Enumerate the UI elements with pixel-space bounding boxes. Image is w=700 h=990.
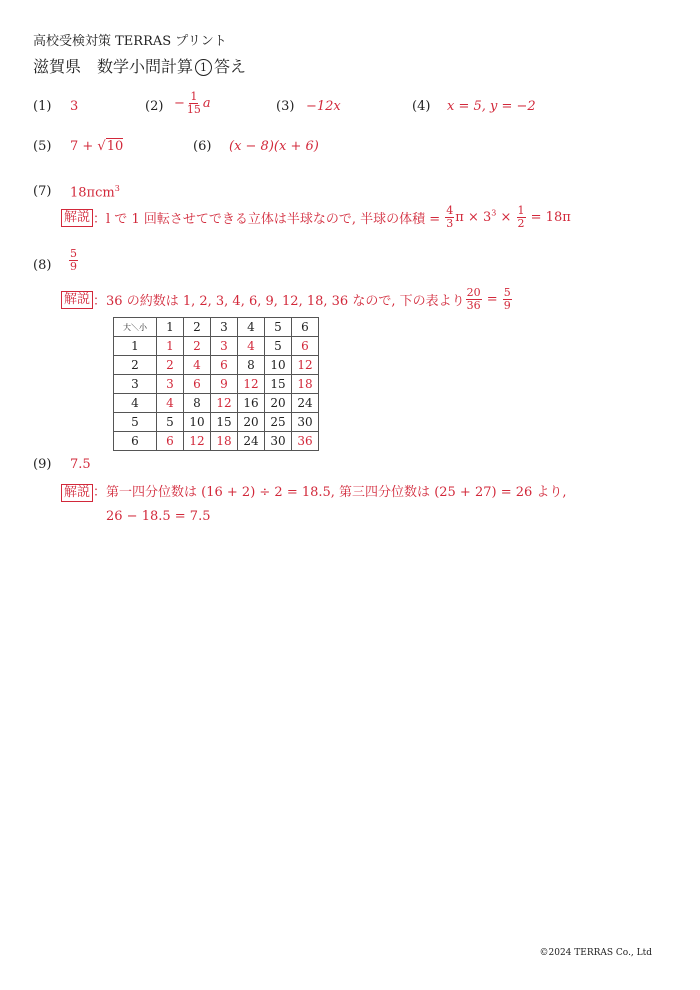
table-cell: 8 xyxy=(184,394,211,413)
page-title xyxy=(33,54,246,77)
table-cell: 4 xyxy=(238,337,265,356)
print-subtitle: 高校受検対策 TERRAS プリント xyxy=(33,34,227,49)
table-cell: 16 xyxy=(238,394,265,413)
table-cell: 10 xyxy=(265,356,292,375)
table-cell: 3 xyxy=(157,375,184,394)
q8-label: (8) xyxy=(33,258,52,273)
q5-label: (5) xyxy=(33,139,52,154)
table-cell: 4 xyxy=(184,356,211,375)
q9-answer: 7.5 xyxy=(70,457,91,472)
table-row xyxy=(114,337,319,356)
table-cell: 30 xyxy=(265,432,292,451)
q7-answer: 18πcm$^3$ xyxy=(70,184,120,201)
table-cell: 30 xyxy=(292,413,319,432)
col-header: 4 xyxy=(238,318,265,337)
q2-fraction: $\frac{1}{15}$ xyxy=(186,90,201,116)
table-cell: 12 xyxy=(211,394,238,413)
q9-explanation-line2: 26 − 18.5 = 7.5 xyxy=(106,509,211,524)
table-cell: 9 xyxy=(211,375,238,394)
table-cell: 15 xyxy=(211,413,238,432)
table-cell: 36 xyxy=(292,432,319,451)
q8-explanation: 解説 ：36 の約数は 1, 2, 3, 4, 6, 9, 12, 18, 36 なので, 下の表より $\frac{20}{36}$ = $\frac{5}{9}$ xyxy=(61,287,513,312)
q2-label: (2) xyxy=(145,99,164,114)
q3-label: (3) xyxy=(276,99,295,114)
table-cell: 24 xyxy=(238,432,265,451)
table-cell: 4 xyxy=(157,394,184,413)
table-cell: 6 xyxy=(211,356,238,375)
table-cell: 12 xyxy=(184,432,211,451)
title-suffix: 答え xyxy=(214,57,247,76)
table-cell: 5 xyxy=(265,337,292,356)
row-header: 5 xyxy=(114,413,157,432)
table-cell: 6 xyxy=(184,375,211,394)
table-cell: 12 xyxy=(292,356,319,375)
col-header: 2 xyxy=(184,318,211,337)
explanation-tag: 解説 xyxy=(61,291,93,309)
table-cell: 15 xyxy=(265,375,292,394)
dice-product-table xyxy=(113,317,319,451)
q1-answer: 3 xyxy=(70,99,79,114)
col-header: 3 xyxy=(211,318,238,337)
table-cell: 3 xyxy=(211,337,238,356)
table-corner: 大＼小 xyxy=(114,318,157,337)
table-row xyxy=(114,375,319,394)
table-cell: 25 xyxy=(265,413,292,432)
table-cell: 12 xyxy=(238,375,265,394)
q8-answer: $\frac{5}{9}$ xyxy=(70,247,77,273)
row-header: 2 xyxy=(114,356,157,375)
q9-explanation: 解説 ：第一四分位数は (16 + 2) ÷ 2 = 18.5, 第三四分位数は (25 + 27) = 26 より, xyxy=(61,481,567,502)
title-prefix: 滋賀県 数学小問計算 xyxy=(33,57,194,76)
explanation-tag: 解説 xyxy=(61,209,93,227)
explanation-tag: 解説 xyxy=(61,484,93,502)
table-cell: 20 xyxy=(238,413,265,432)
col-header: 6 xyxy=(292,318,319,337)
table-row xyxy=(114,394,319,413)
table-row xyxy=(114,356,319,375)
col-header: 1 xyxy=(157,318,184,337)
table-cell: 6 xyxy=(292,337,319,356)
q9-label: (9) xyxy=(33,457,52,472)
table-cell: 20 xyxy=(265,394,292,413)
title-number-circle: 1 xyxy=(195,59,212,76)
row-header: 4 xyxy=(114,394,157,413)
table-cell: 2 xyxy=(184,337,211,356)
table-cell: 18 xyxy=(211,432,238,451)
q5-answer: 7 + √10 xyxy=(70,139,124,154)
table-cell: 8 xyxy=(238,356,265,375)
table-header-row xyxy=(114,318,319,337)
table-cell: 18 xyxy=(292,375,319,394)
row-header: 6 xyxy=(114,432,157,451)
q4-answer: x = 5, y = −2 xyxy=(447,99,536,114)
q4-label: (4) xyxy=(412,99,431,114)
row-header: 1 xyxy=(114,337,157,356)
q1-label: (1) xyxy=(33,99,52,114)
copyright: ©2024 TERRAS Co., Ltd xyxy=(539,948,652,958)
col-header: 5 xyxy=(265,318,292,337)
table-cell: 24 xyxy=(292,394,319,413)
table-cell: 2 xyxy=(157,356,184,375)
table-row xyxy=(114,432,319,451)
table-cell: 1 xyxy=(157,337,184,356)
table-cell: 6 xyxy=(157,432,184,451)
q2-answer: − $\frac{1}{15}$ a xyxy=(174,90,211,116)
row-header: 3 xyxy=(114,375,157,394)
table-row xyxy=(114,413,319,432)
q6-label: (6) xyxy=(193,139,212,154)
q6-answer: (x − 8)(x + 6) xyxy=(229,139,319,154)
q7-label: (7) xyxy=(33,184,52,199)
table-cell: 10 xyxy=(184,413,211,432)
table-cell: 5 xyxy=(157,413,184,432)
q3-answer: −12x xyxy=(306,99,341,114)
q7-explanation: 解説 ：l で 1 回転させてできる立体は半球なので, 半球の体積 = $\frac{4}{3}$ $\pi \times 3^3$ × $\frac{1}{2}$ = 18π xyxy=(61,205,571,230)
